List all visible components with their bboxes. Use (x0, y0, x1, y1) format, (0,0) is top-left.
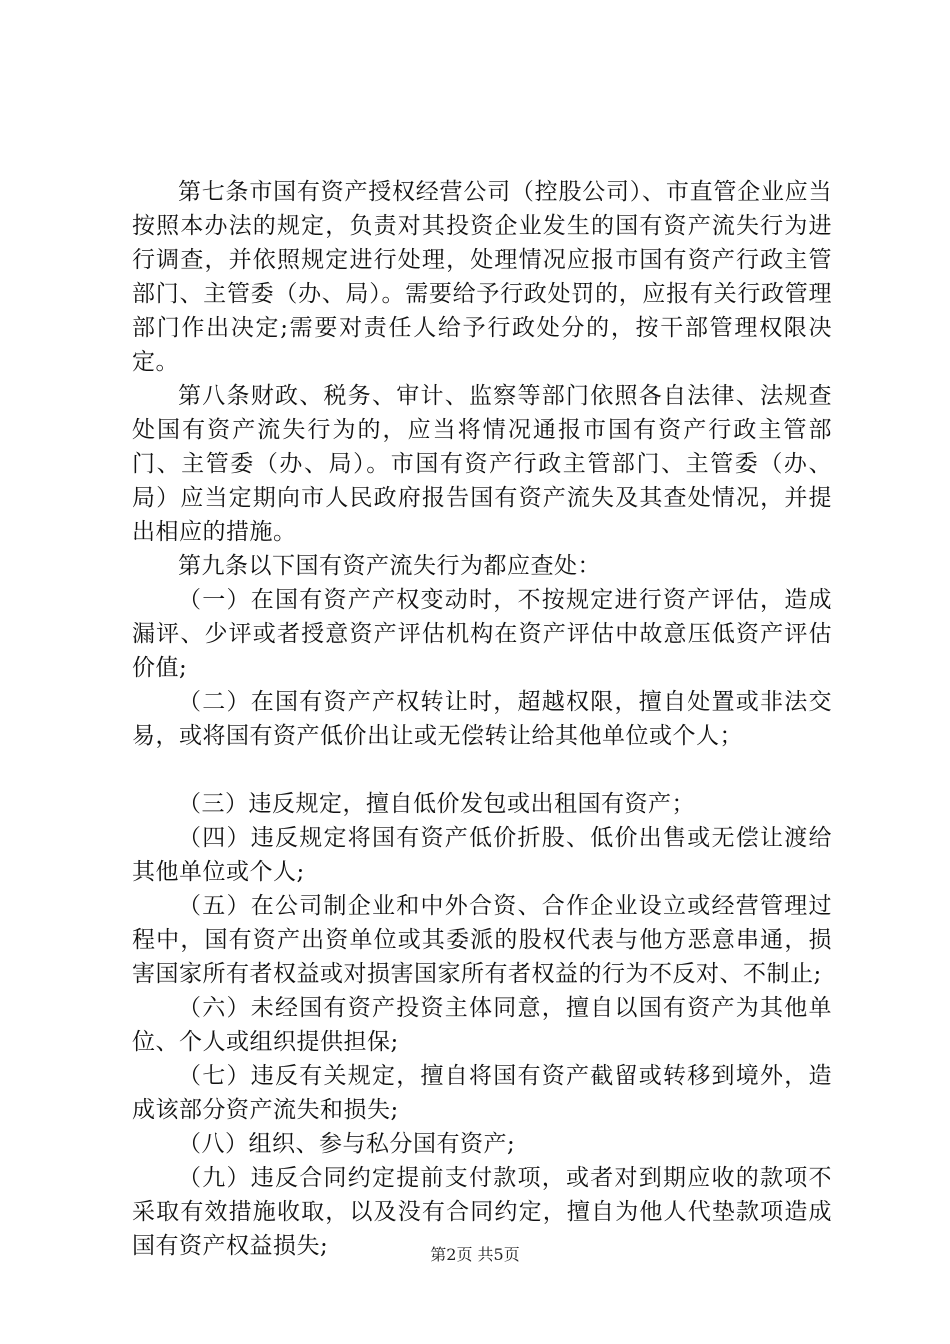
paragraph-item-8: （八）组织、参与私分国有资产; (178, 1131, 516, 1157)
paragraph-item-6: （六）未经国有资产投资主体同意，擅自以国有资产为其他单位、个人或组织提供担保; (132, 995, 832, 1055)
paragraph-article-7: 第七条市国有资产授权经营公司（控股公司）、市直管企业应当按照本办法的规定，负责对其投资企业发生的国有资产流失行为进行调查，并依照规定进行处理，处理情况应报市国有资产行政主管部门、主管委（办、局）。需要给予行政处罚的，应报有关行政管理部门作出决定;需要对责任人给予行政处分的，按干部管理权限决定。 (132, 179, 832, 375)
paragraph-article-8: 第八条财政、税务、审计、监察等部门依照各自法律、法规查处国有资产流失行为的，应当将情况通报市国有资产行政主管部门、主管委（办、局）。市国有资产行政主管部门、主管委（办、局）应当定期向市人民政府报告国有资产流失及其查处情况，并提出相应的措施。 (132, 383, 832, 545)
document-body (132, 175, 832, 1263)
paragraph-item-5: （五）在公司制企业和中外合资、合作企业设立或经营管理过程中，国有资产出资单位或其委派的股权代表与他方恶意串通，损害国家所有者权益或对损害国家所有者权益的行为不反对、不制止; (132, 893, 832, 987)
paragraph-item-2: （二）在国有资产产权转让时，超越权限，擅自处置或非法交易，或将国有资产低价出让或无偿转让给其他单位或个人； (132, 689, 832, 749)
paragraph-item-7: （七）违反有关规定，擅自将国有资产截留或转移到境外，造成该部分资产流失和损失; (132, 1063, 832, 1123)
paragraph-article-9: 第九条以下国有资产流失行为都应查处： (178, 553, 601, 579)
paragraph-item-1: （一）在国有资产产权变动时，不按规定进行资产评估，造成漏评、少评或者授意资产评估机构在资产评估中故意压低资产评估价值; (132, 587, 832, 681)
page-number-footer: 第2页 共5页 (430, 1245, 520, 1264)
paragraph-item-9: （九）违反合同约定提前支付款项，或者对到期应收的款项不采取有效措施收取，以及没有合同约定，擅自为他人代垫款项造成国有资产权益损失; (132, 1165, 832, 1259)
paragraph-item-3: （三）违反规定，擅自低价发包或出租国有资产； (178, 791, 695, 817)
paragraph-item-4: （四）违反规定将国有资产低价折股、低价出售或无偿让渡给其他单位或个人; (132, 825, 832, 885)
